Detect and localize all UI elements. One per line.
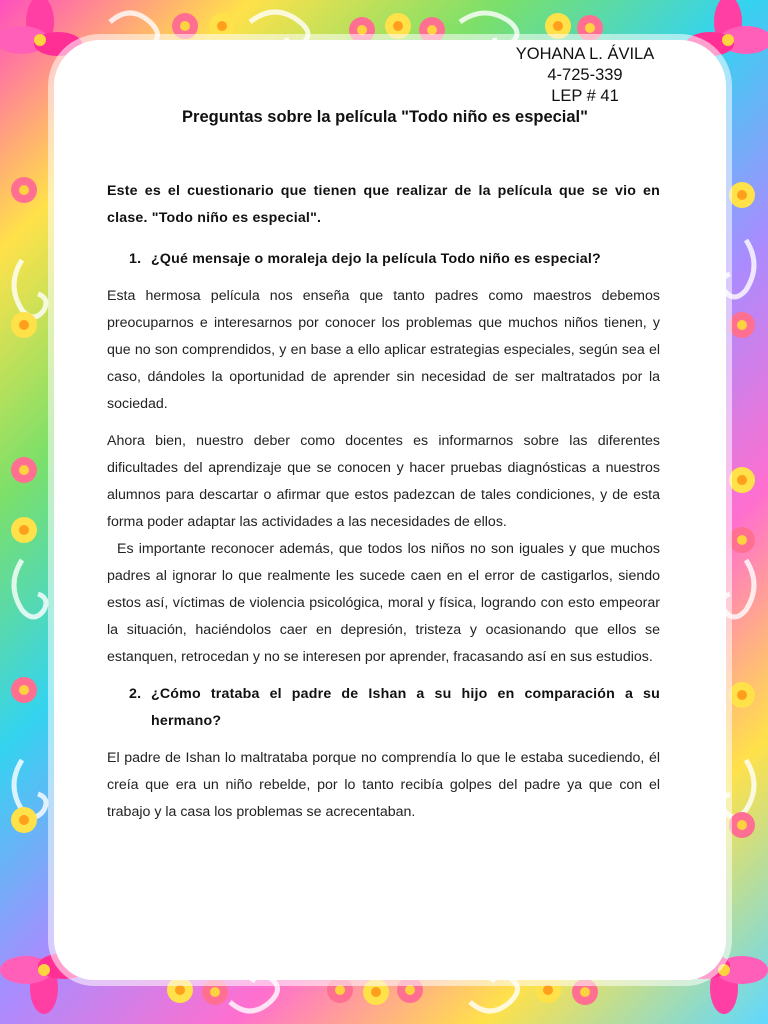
swirl-left-2 (14, 560, 46, 617)
flower-icon (729, 812, 755, 838)
flower-icon (535, 977, 561, 1003)
answer-paragraph: Ahora bien, nuestro deber como docentes es informarnos sobre las diferentes dificultades del aprendizaje que se conocen y hacer pruebas diagnósticas a nuestros alumnos para descartar o afirmar que estos padezcan de tales condiciones, y de esta forma poder adaptar las actividades a las necesidades de ellos. (107, 433, 660, 530)
flower-icon (397, 977, 423, 1003)
flower-icon (572, 979, 598, 1005)
swirl-bottom-left (230, 975, 278, 1011)
flower-icon (11, 457, 37, 483)
swirl-right-3 (722, 760, 754, 817)
author-block (505, 44, 665, 107)
answer-paragraph: Esta hermosa película nos enseña que tanto padres como maestros debemos preocuparnos e interesarnos por conocer los problemas que muchos niños tienen, y que no son comprendidos, y en base a ello aplicar estrategias especiales, según sea el caso, dándoles la oportunidad de aprender sin necesidad de ser maltratados por la sociedad. (107, 288, 660, 412)
question-1 (107, 246, 660, 273)
swirl-right-1 (722, 240, 754, 297)
flower-icon (167, 977, 193, 1003)
flower-icon (172, 13, 198, 39)
question-text: ¿Qué mensaje o moraleja dejo la película Todo niño es especial? (151, 251, 601, 267)
page-title: Preguntas sobre la película "Todo niño es especial" (182, 108, 588, 126)
flower-icon (11, 807, 37, 833)
flower-icon (729, 182, 755, 208)
corner-flower-top-left-icon (0, 0, 82, 56)
answer-paragraph: El padre de Ishan lo maltrataba porque no comprendía lo que le estaba sucediendo, él creía que era un niño rebelde, por lo tanto recibía golpes del padre ya que con el trabajo y la casa los problemas se acrecentaban. (107, 750, 660, 820)
question-2 (107, 681, 660, 735)
flower-icon (545, 13, 571, 39)
question-text: ¿Cómo trataba el padre de Ishan a su hijo en comparación a su hermano? (151, 686, 660, 729)
document-body (107, 178, 660, 836)
question-number: 2. (129, 686, 142, 702)
swirl-bottom-right (470, 975, 518, 1011)
flower-icon (11, 312, 37, 338)
flower-icon (11, 517, 37, 543)
flower-icon (202, 979, 228, 1005)
answer-paragraph: Es importante reconocer además, que todos los niños no son iguales y que muchos padres al ignorar lo que realmente les sucede caen en el error de castigarlos, siendo estos así, víctimas de violencia psicológica, moral y física, logrando con esto empeorar la situación, haciéndolos caer en depresión, tristeza y ocasionando que ellos se estanquen, retrocedan y no se interesen por aprender, fracasando así en sus estudios. (107, 541, 660, 665)
author-name: YOHANA L. ÁVILA (515, 45, 655, 63)
question-number: 1. (129, 251, 142, 267)
flower-icon (729, 312, 755, 338)
author-group: LEP # 41 (551, 87, 619, 105)
flower-icon (363, 979, 389, 1005)
flower-icon (327, 977, 353, 1003)
flower-icon (729, 682, 755, 708)
author-id: 4-725-339 (547, 66, 623, 84)
flower-icon (729, 467, 755, 493)
flower-icon (209, 13, 235, 39)
flower-icon (385, 13, 411, 39)
flower-icon (729, 527, 755, 553)
flower-icon (11, 177, 37, 203)
flower-icon (577, 15, 603, 41)
flower-icon (11, 677, 37, 703)
intro-paragraph: Este es el cuestionario que tienen que realizar de la película que se vio en clase. "Todo niño es especial". (107, 183, 660, 226)
swirl-left-1 (14, 260, 46, 317)
swirl-right-2 (722, 560, 754, 617)
